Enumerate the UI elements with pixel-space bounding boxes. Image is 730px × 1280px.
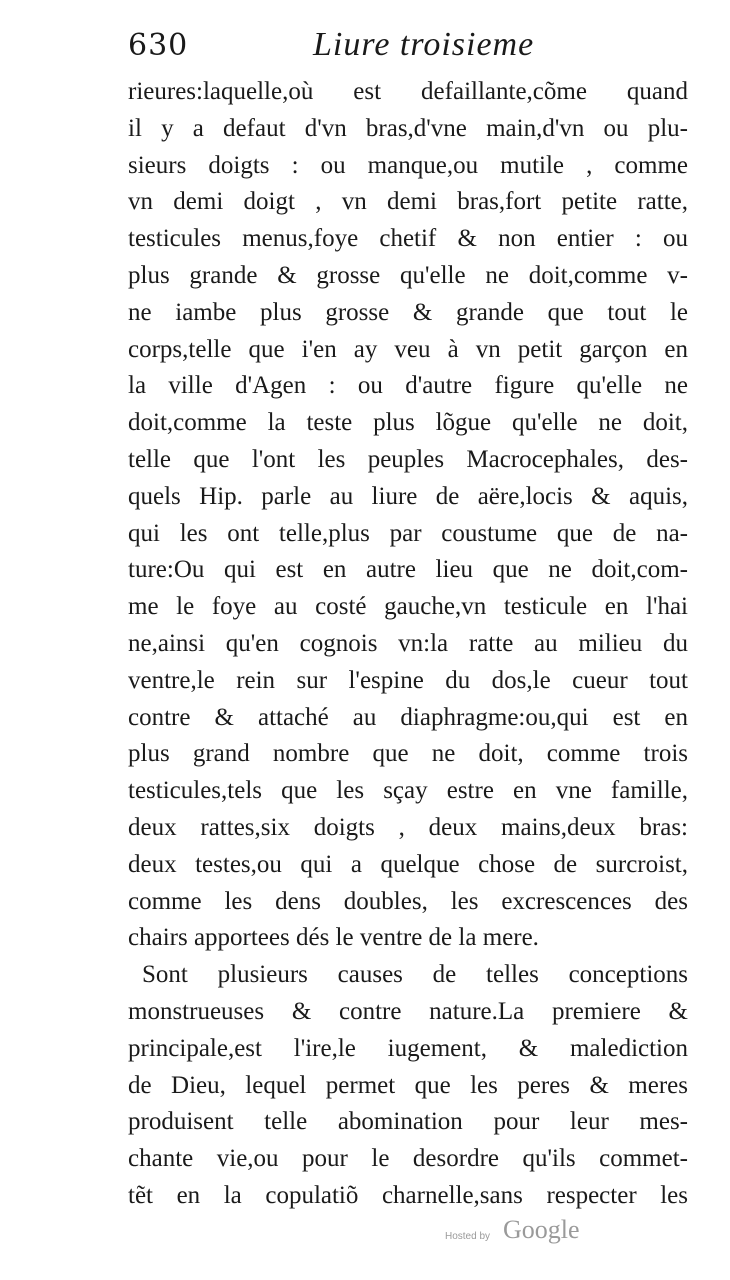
hosted-by-label: Hosted by (445, 1231, 491, 1242)
text-line: la ville d'Agen : ou d'autre figure qu'elle ne (128, 372, 688, 400)
text-line: de Dieu, lequel permet que les peres & meres (128, 1071, 688, 1099)
text-line: testicules,tels que les sçay estre en vne famille, (128, 777, 688, 805)
text-line: deux testes,ou qui a quelque chose de surcroist, (128, 850, 688, 878)
text-line: chante vie,ou pour le desordre qu'ils commet- (128, 1145, 688, 1173)
text-line: telle que l'ont les peuples Macrocephales, des- (128, 445, 688, 473)
text-line: principale,est l'ire,le iugement, & malediction (128, 1034, 688, 1062)
text-line: vn demi doigt , vn demi bras,fort petite ratte, (128, 188, 688, 216)
text-line: me le foye au costé gauche,vn testicule en l'hai (128, 593, 688, 621)
text-line: ne,ainsi qu'en cognois vn:la ratte au milieu du (128, 629, 688, 657)
google-logo: Google (503, 1215, 580, 1244)
text-line: plus grand nombre que ne doit, comme trois (128, 740, 688, 768)
text-line: deux rattes,six doigts , deux mains,deux bras: (128, 813, 688, 841)
text-line: comme les dens doubles, les excrescences des (128, 887, 688, 915)
paragraph-start-line: Sont plusieurs causes de telles conceptions (142, 961, 688, 989)
text-line: plus grande & grosse qu'elle ne doit,comme v- (128, 261, 688, 289)
text-line: contre & attaché au diaphragme:ou,qui est en (128, 703, 688, 731)
text-line: qui les ont telle,plus par coustume que de na- (128, 519, 688, 547)
text-line: produisent telle abomination pour leur mes- (128, 1108, 688, 1136)
running-head: Liure troisieme (313, 26, 535, 63)
text-line: chairs apportees dés le ventre de la mere. (128, 924, 539, 952)
text-line: il y a defaut d'vn bras,d'vne main,d'vn ou plu- (128, 114, 688, 142)
text-line: ne iambe plus grosse & grande que tout le (128, 298, 688, 326)
page-header (128, 28, 688, 72)
text-line: monstrueuses & contre nature.La premiere & (128, 997, 688, 1025)
text-line: rieures:laquelle,où est defaillante,cõme quand (128, 78, 688, 105)
text-line: ture:Ou qui est en autre lieu que ne doit,com- (128, 556, 688, 584)
body-text (128, 74, 688, 1215)
text-line: tẽt en la copulatiõ charnelle,sans respecter les (128, 1181, 688, 1209)
text-line: testicules menus,foye chetif & non entier : ou (128, 225, 688, 253)
text-line: ventre,le rein sur l'espine du dos,le cueur tout (128, 666, 688, 694)
text-line: doit,comme la teste plus lõgue qu'elle ne doit, (128, 409, 688, 437)
page-number: 630 (128, 28, 189, 63)
text-line: corps,telle que i'en ay veu à vn petit garçon en (128, 335, 688, 363)
hosted-by-google-watermark (445, 1215, 645, 1255)
text-line: quels Hip. parle au liure de aëre,locis & aquis, (128, 482, 688, 510)
text-line: sieurs doigts : ou manque,ou mutile , comme (128, 151, 688, 179)
